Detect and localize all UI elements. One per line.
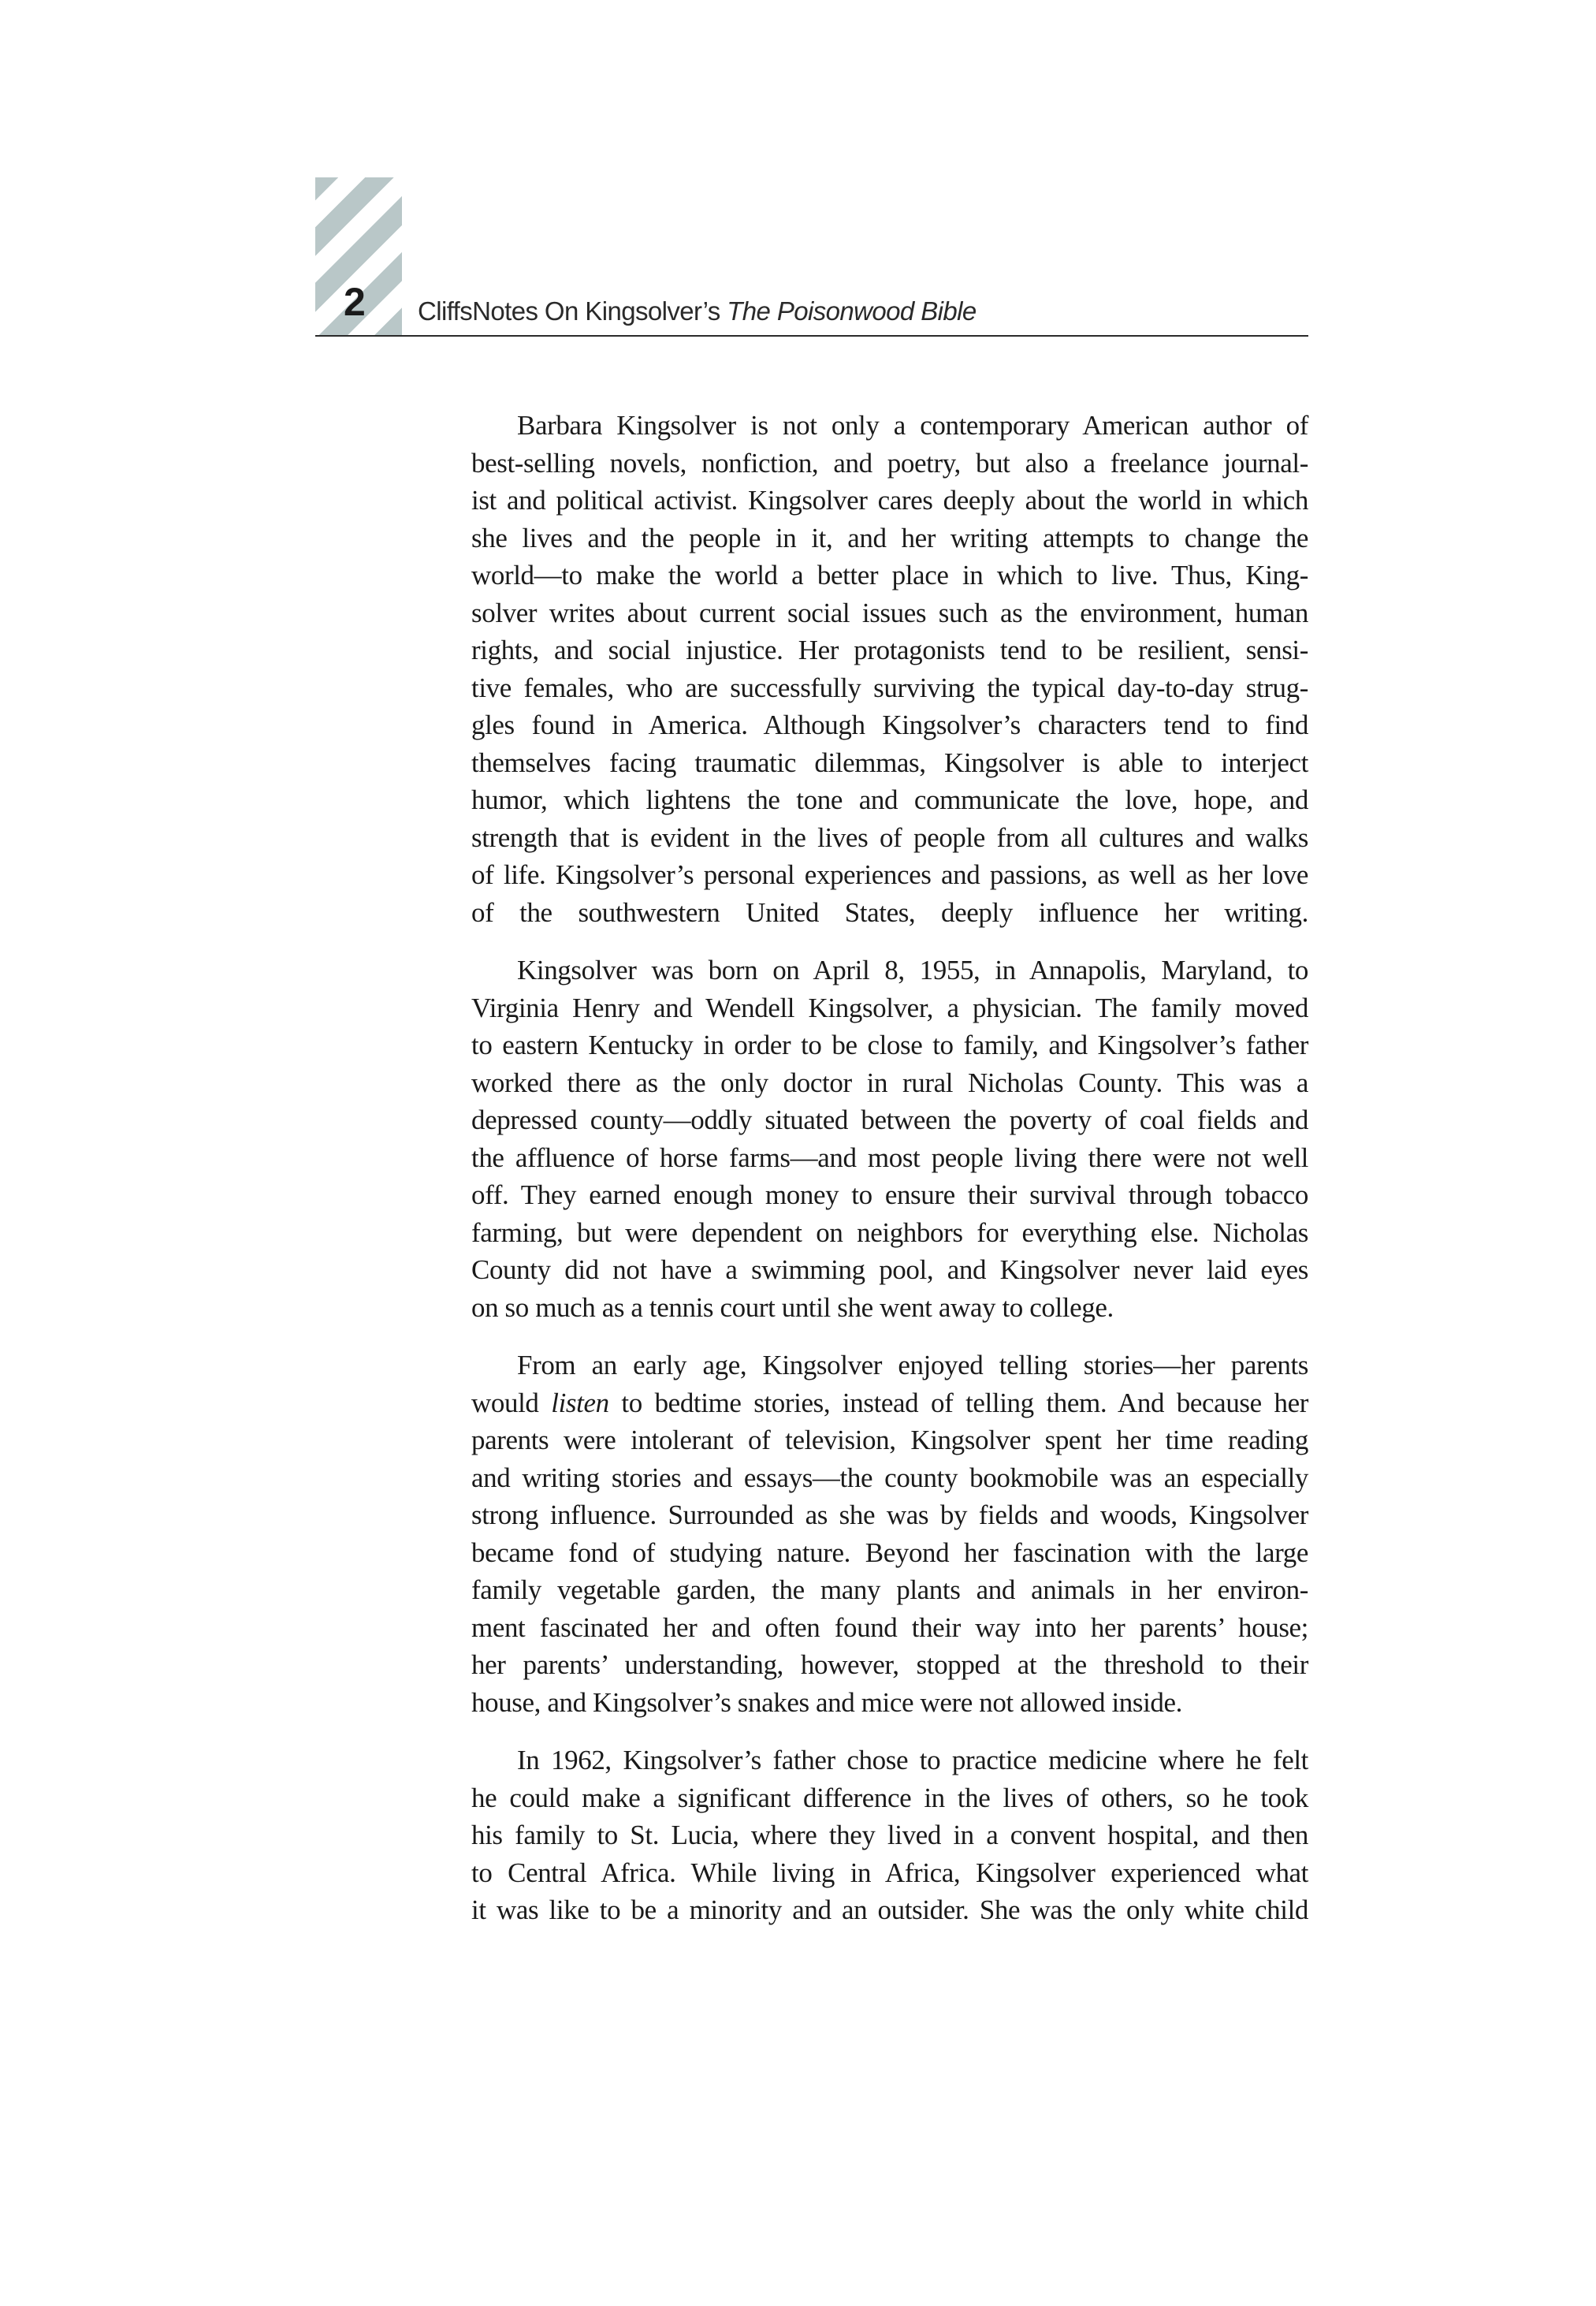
paragraph-line: Kingsolver was born on April 8, 1955, in Annapolis, Maryland, to [517, 955, 1308, 985]
paragraph-line: strong influence. Surrounded as she was by fields and woods, Kingsolver [471, 1499, 1308, 1530]
paragraph-line: gles found in America. Although Kingsolver’s characters tend to find [471, 710, 1308, 740]
paragraph-1 [471, 407, 1308, 931]
paragraph-line: of life. Kingsolver’s personal experiences and passions, as well as her love [471, 859, 1308, 890]
paragraph-line: to eastern Kentucky in order to be close to family, and Kingsolver’s father [471, 1030, 1308, 1060]
paragraph-line: worked there as the only doctor in rural Nicholas County. This was a [471, 1067, 1308, 1098]
paragraph-line: of the southwestern United States, deeply influence her writing. [471, 896, 1308, 928]
paragraph-line: ment fascinated her and often found their way into her parents’ house; [471, 1611, 1308, 1643]
paragraph-line: house, and Kingsolver’s snakes and mice were not allowed inside. [471, 1686, 1183, 1718]
running-head-prefix: CliffsNotes On Kingsolver’s [418, 296, 727, 326]
paragraph-line: In 1962, Kingsolver’s father chose to practice medicine where he felt [517, 1745, 1308, 1775]
paragraph-line: County did not have a swimming pool, and Kingsolver never laid eyes [471, 1254, 1308, 1285]
paragraph-line: world—to make the world a better place in which to live. Thus, King- [471, 560, 1308, 590]
paragraph-line: off. They earned enough money to ensure their survival through tobacco [471, 1179, 1308, 1210]
paragraph-line: solver writes about current social issues such as the environment, human [471, 597, 1308, 628]
paragraph-2 [471, 952, 1308, 1326]
paragraph-line: Barbara Kingsolver is not only a contemporary American author of [517, 410, 1308, 441]
header-rule [315, 335, 1308, 337]
text-run: to bedtime stories, instead of telling them. And because her [608, 1387, 1308, 1418]
page-number: 2 [344, 280, 366, 324]
paragraph-line: her parents’ understanding, however, stopped at the threshold to their [471, 1649, 1308, 1680]
paragraph-line: he could make a significant difference in the lives of others, so he took [471, 1782, 1308, 1813]
paragraph-line: Virginia Henry and Wendell Kingsolver, a physician. The family moved [471, 992, 1308, 1023]
paragraph-line: family vegetable garden, the many plants and animals in her environ- [471, 1574, 1308, 1605]
paragraph-line: themselves facing traumatic dilemmas, Kingsolver is able to interject [471, 747, 1308, 778]
paragraph-line: to Central Africa. While living in Africa, Kingsolver experienced what [471, 1857, 1308, 1888]
paragraph-line: and writing stories and essays—the county bookmobile was an especially [471, 1462, 1308, 1493]
paragraph-3 [471, 1347, 1308, 1721]
paragraph-line: ist and political activist. Kingsolver cares deeply about the world in which [471, 485, 1308, 516]
paragraph-line: she lives and the people in it, and her writing attempts to change the [471, 522, 1308, 553]
paragraph-line: the affluence of horse farms—and most people living there were not well [471, 1142, 1308, 1173]
text-run: would [471, 1387, 552, 1418]
emphasized-word: listen [551, 1387, 609, 1418]
paragraph-line: From an early age, Kingsolver enjoyed telling stories—her parents [517, 1350, 1308, 1380]
paragraph-line: parents were intolerant of television, Kingsolver spent her time reading [471, 1425, 1308, 1455]
paragraph-line: it was like to be a minority and an outsider. She was the only white child [471, 1894, 1308, 1925]
paragraph-line: on so much as a tennis court until she went away to college. [471, 1291, 1114, 1323]
paragraph-line: tive females, who are successfully surviving the typical day-to-day strug- [471, 672, 1308, 703]
page-header [315, 177, 1308, 337]
running-head [418, 296, 977, 327]
paragraph-line: depressed county—oddly situated between the poverty of coal fields and [471, 1105, 1308, 1135]
paragraph-line: farming, but were dependent on neighbors for everything else. Nicholas [471, 1216, 1308, 1248]
paragraph-line [471, 1384, 1308, 1422]
paragraph-line: became fond of studying nature. Beyond her fascination with the large [471, 1537, 1308, 1568]
paragraph-line: humor, which lightens the tone and communicate the love, hope, and [471, 784, 1308, 815]
running-head-book-title: The Poisonwood Bible [727, 296, 977, 326]
paragraph-line: best-selling novels, nonfiction, and poetry, but also a freelance journal- [471, 447, 1308, 479]
paragraph-line: strength that is evident in the lives of people from all cultures and walks [471, 821, 1308, 853]
body-text [471, 407, 1308, 1950]
paragraph-line: rights, and social injustice. Her protagonists tend to be resilient, sensi- [471, 635, 1308, 665]
paragraph-4 [471, 1742, 1308, 1929]
paragraph-line: his family to St. Lucia, where they lived in a convent hospital, and then [471, 1820, 1308, 1850]
